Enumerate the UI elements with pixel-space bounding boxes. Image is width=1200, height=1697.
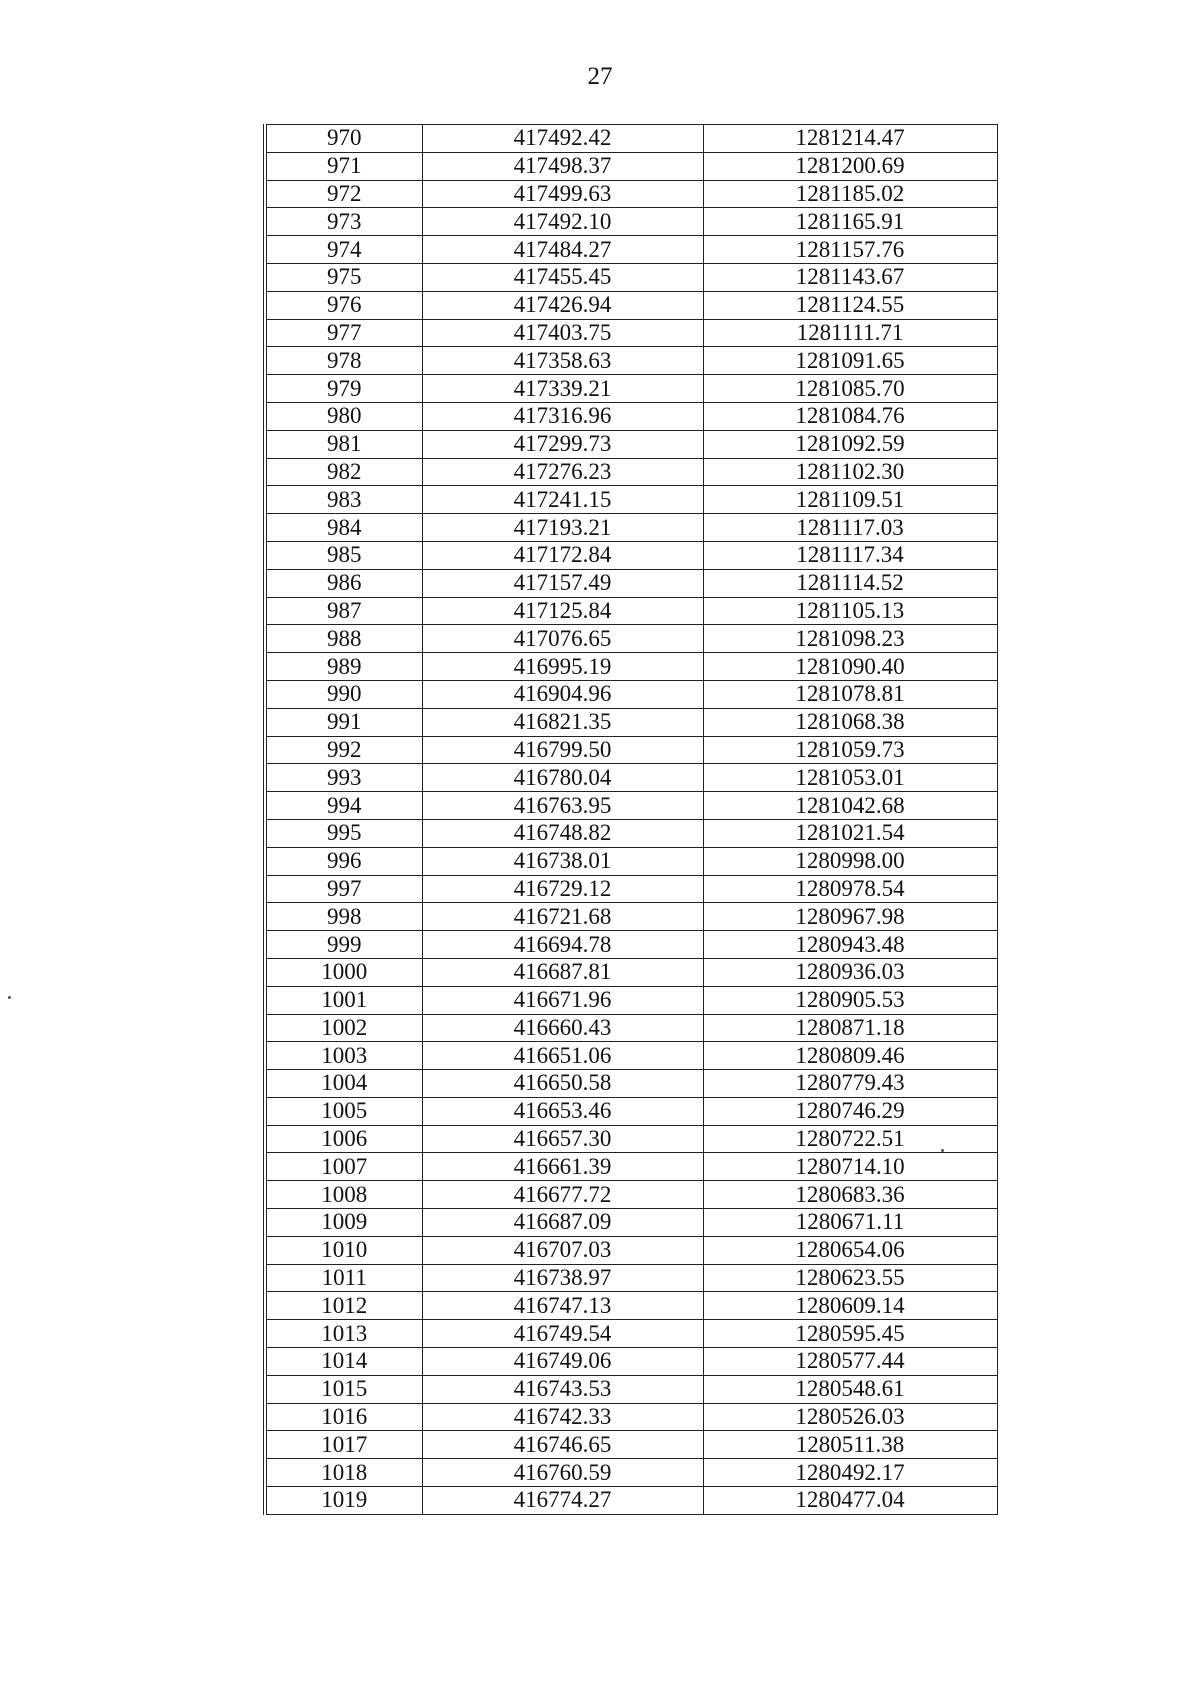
x-coordinate-cell: 416743.53	[422, 1375, 703, 1403]
x-coordinate-cell: 417172.84	[422, 541, 703, 569]
table-row	[265, 541, 997, 569]
table-row	[265, 1181, 997, 1209]
point-number-cell: 987	[265, 597, 422, 625]
x-coordinate-cell: 417241.15	[422, 486, 703, 514]
point-number-cell: 991	[265, 708, 422, 736]
x-coordinate-cell: 417403.75	[422, 319, 703, 347]
x-coordinate-cell: 416760.59	[422, 1459, 703, 1487]
y-coordinate-cell: 1281105.13	[703, 597, 997, 625]
point-number-cell: 988	[265, 625, 422, 653]
x-coordinate-cell: 416729.12	[422, 875, 703, 903]
x-coordinate-cell: 417193.21	[422, 514, 703, 542]
x-coordinate-cell: 416660.43	[422, 1014, 703, 1042]
table-row	[265, 653, 997, 681]
point-number-cell: 998	[265, 903, 422, 931]
y-coordinate-cell: 1281102.30	[703, 458, 997, 486]
y-coordinate-cell: 1281084.76	[703, 402, 997, 430]
point-number-cell: 984	[265, 514, 422, 542]
scan-speck	[8, 996, 11, 999]
y-coordinate-cell: 1280722.51	[703, 1125, 997, 1153]
table-row	[265, 1320, 997, 1348]
table-row	[265, 931, 997, 959]
table-row	[265, 458, 997, 486]
x-coordinate-cell: 416738.97	[422, 1264, 703, 1292]
point-number-cell: 994	[265, 792, 422, 820]
table-row	[265, 1125, 997, 1153]
x-coordinate-cell: 417498.37	[422, 152, 703, 180]
x-coordinate-cell: 417276.23	[422, 458, 703, 486]
table-row	[265, 903, 997, 931]
table-row	[265, 236, 997, 264]
table-row	[265, 319, 997, 347]
y-coordinate-cell: 1281124.55	[703, 291, 997, 319]
table-row	[265, 430, 997, 458]
x-coordinate-cell: 416747.13	[422, 1292, 703, 1320]
y-coordinate-cell: 1280998.00	[703, 847, 997, 875]
y-coordinate-cell: 1281078.81	[703, 680, 997, 708]
point-number-cell: 1000	[265, 958, 422, 986]
table-row	[265, 1209, 997, 1237]
point-number-cell: 1019	[265, 1487, 422, 1515]
point-number-cell: 1016	[265, 1403, 422, 1431]
x-coordinate-cell: 416677.72	[422, 1181, 703, 1209]
table-row	[265, 263, 997, 291]
table-row	[265, 680, 997, 708]
point-number-cell: 982	[265, 458, 422, 486]
point-number-cell: 997	[265, 875, 422, 903]
point-number-cell: 1011	[265, 1264, 422, 1292]
point-number-cell: 992	[265, 736, 422, 764]
point-number-cell: 1018	[265, 1459, 422, 1487]
table-row	[265, 597, 997, 625]
y-coordinate-cell: 1280905.53	[703, 986, 997, 1014]
table-row	[265, 125, 997, 153]
y-coordinate-cell: 1280978.54	[703, 875, 997, 903]
point-number-cell: 1010	[265, 1236, 422, 1264]
point-number-cell: 1007	[265, 1153, 422, 1181]
x-coordinate-cell: 416687.09	[422, 1209, 703, 1237]
x-coordinate-cell: 417316.96	[422, 402, 703, 430]
x-coordinate-cell: 416661.39	[422, 1153, 703, 1181]
table-row	[265, 180, 997, 208]
y-coordinate-cell: 1281091.65	[703, 347, 997, 375]
y-coordinate-cell: 1281157.76	[703, 236, 997, 264]
y-coordinate-cell: 1280623.55	[703, 1264, 997, 1292]
point-number-cell: 977	[265, 319, 422, 347]
y-coordinate-cell: 1280746.29	[703, 1097, 997, 1125]
x-coordinate-cell: 416774.27	[422, 1487, 703, 1515]
y-coordinate-cell: 1280936.03	[703, 958, 997, 986]
point-number-cell: 1015	[265, 1375, 422, 1403]
y-coordinate-cell: 1281165.91	[703, 208, 997, 236]
table-row	[265, 152, 997, 180]
table-row	[265, 569, 997, 597]
y-coordinate-cell: 1281114.52	[703, 569, 997, 597]
table-row	[265, 375, 997, 403]
x-coordinate-cell: 417299.73	[422, 430, 703, 458]
y-coordinate-cell: 1280967.98	[703, 903, 997, 931]
point-number-cell: 970	[265, 125, 422, 153]
y-coordinate-cell: 1280548.61	[703, 1375, 997, 1403]
point-number-cell: 971	[265, 152, 422, 180]
y-coordinate-cell: 1281143.67	[703, 263, 997, 291]
point-number-cell: 1006	[265, 1125, 422, 1153]
y-coordinate-cell: 1281042.68	[703, 792, 997, 820]
y-coordinate-cell: 1280654.06	[703, 1236, 997, 1264]
point-number-cell: 986	[265, 569, 422, 597]
x-coordinate-cell: 416821.35	[422, 708, 703, 736]
x-coordinate-cell: 416653.46	[422, 1097, 703, 1125]
table-row	[265, 875, 997, 903]
table-row	[265, 847, 997, 875]
y-coordinate-cell: 1281085.70	[703, 375, 997, 403]
y-coordinate-cell: 1280511.38	[703, 1431, 997, 1459]
x-coordinate-cell: 416995.19	[422, 653, 703, 681]
point-number-cell: 999	[265, 931, 422, 959]
table-row	[265, 1097, 997, 1125]
x-coordinate-cell: 417339.21	[422, 375, 703, 403]
point-number-cell: 993	[265, 764, 422, 792]
table-row	[265, 1153, 997, 1181]
x-coordinate-cell: 417157.49	[422, 569, 703, 597]
x-coordinate-cell: 417358.63	[422, 347, 703, 375]
point-number-cell: 1003	[265, 1042, 422, 1070]
scan-speck	[941, 1149, 944, 1152]
table-row	[265, 402, 997, 430]
point-number-cell: 975	[265, 263, 422, 291]
table-row	[265, 486, 997, 514]
x-coordinate-cell: 416799.50	[422, 736, 703, 764]
y-coordinate-cell: 1280477.04	[703, 1487, 997, 1515]
x-coordinate-cell: 417492.42	[422, 125, 703, 153]
point-number-cell: 1005	[265, 1097, 422, 1125]
table-row	[265, 1042, 997, 1070]
x-coordinate-cell: 417125.84	[422, 597, 703, 625]
x-coordinate-cell: 416746.65	[422, 1431, 703, 1459]
table-row	[265, 986, 997, 1014]
table-row	[265, 792, 997, 820]
y-coordinate-cell: 1281021.54	[703, 819, 997, 847]
point-number-cell: 973	[265, 208, 422, 236]
table-row	[265, 1070, 997, 1098]
y-coordinate-cell: 1281117.34	[703, 541, 997, 569]
table-row	[265, 1403, 997, 1431]
y-coordinate-cell: 1281109.51	[703, 486, 997, 514]
x-coordinate-cell: 417426.94	[422, 291, 703, 319]
table-row	[265, 1348, 997, 1376]
table-row	[265, 736, 997, 764]
y-coordinate-cell: 1280779.43	[703, 1070, 997, 1098]
y-coordinate-cell: 1280671.11	[703, 1209, 997, 1237]
y-coordinate-cell: 1281092.59	[703, 430, 997, 458]
x-coordinate-cell: 416721.68	[422, 903, 703, 931]
coordinates-table	[263, 124, 998, 1515]
table-row	[265, 819, 997, 847]
y-coordinate-cell: 1280526.03	[703, 1403, 997, 1431]
y-coordinate-cell: 1281059.73	[703, 736, 997, 764]
point-number-cell: 976	[265, 291, 422, 319]
x-coordinate-cell: 416694.78	[422, 931, 703, 959]
table-row	[265, 1264, 997, 1292]
table-row	[265, 291, 997, 319]
coordinates-table-body	[265, 125, 997, 1515]
x-coordinate-cell: 416763.95	[422, 792, 703, 820]
point-number-cell: 990	[265, 680, 422, 708]
y-coordinate-cell: 1281185.02	[703, 180, 997, 208]
y-coordinate-cell: 1280943.48	[703, 931, 997, 959]
table-row	[265, 347, 997, 375]
x-coordinate-cell: 416780.04	[422, 764, 703, 792]
x-coordinate-cell: 416671.96	[422, 986, 703, 1014]
point-number-cell: 996	[265, 847, 422, 875]
table-row	[265, 1375, 997, 1403]
table-row	[265, 208, 997, 236]
table-row	[265, 708, 997, 736]
x-coordinate-cell: 416657.30	[422, 1125, 703, 1153]
x-coordinate-cell: 416742.33	[422, 1403, 703, 1431]
point-number-cell: 985	[265, 541, 422, 569]
y-coordinate-cell: 1280809.46	[703, 1042, 997, 1070]
x-coordinate-cell: 416707.03	[422, 1236, 703, 1264]
page-number: 27	[587, 63, 613, 90]
y-coordinate-cell: 1280609.14	[703, 1292, 997, 1320]
point-number-cell: 995	[265, 819, 422, 847]
x-coordinate-cell: 417499.63	[422, 180, 703, 208]
point-number-cell: 1008	[265, 1181, 422, 1209]
y-coordinate-cell: 1280595.45	[703, 1320, 997, 1348]
x-coordinate-cell: 416748.82	[422, 819, 703, 847]
point-number-cell: 1001	[265, 986, 422, 1014]
point-number-cell: 1014	[265, 1348, 422, 1376]
x-coordinate-cell: 416687.81	[422, 958, 703, 986]
x-coordinate-cell: 416738.01	[422, 847, 703, 875]
point-number-cell: 978	[265, 347, 422, 375]
x-coordinate-cell: 416749.06	[422, 1348, 703, 1376]
y-coordinate-cell: 1281214.47	[703, 125, 997, 153]
x-coordinate-cell: 416904.96	[422, 680, 703, 708]
point-number-cell: 979	[265, 375, 422, 403]
point-number-cell: 983	[265, 486, 422, 514]
y-coordinate-cell: 1280871.18	[703, 1014, 997, 1042]
y-coordinate-cell: 1281111.71	[703, 319, 997, 347]
point-number-cell: 1009	[265, 1209, 422, 1237]
x-coordinate-cell: 417076.65	[422, 625, 703, 653]
y-coordinate-cell: 1281117.03	[703, 514, 997, 542]
table-row	[265, 625, 997, 653]
point-number-cell: 972	[265, 180, 422, 208]
table-row	[265, 958, 997, 986]
point-number-cell: 1004	[265, 1070, 422, 1098]
table-row	[265, 764, 997, 792]
point-number-cell: 989	[265, 653, 422, 681]
x-coordinate-cell: 417492.10	[422, 208, 703, 236]
y-coordinate-cell: 1280714.10	[703, 1153, 997, 1181]
table-row	[265, 1236, 997, 1264]
point-number-cell: 980	[265, 402, 422, 430]
y-coordinate-cell: 1281090.40	[703, 653, 997, 681]
table-row	[265, 1487, 997, 1515]
y-coordinate-cell: 1281200.69	[703, 152, 997, 180]
point-number-cell: 1013	[265, 1320, 422, 1348]
table-row	[265, 1431, 997, 1459]
y-coordinate-cell: 1281098.23	[703, 625, 997, 653]
point-number-cell: 1012	[265, 1292, 422, 1320]
table-row	[265, 1459, 997, 1487]
y-coordinate-cell: 1280577.44	[703, 1348, 997, 1376]
y-coordinate-cell: 1280683.36	[703, 1181, 997, 1209]
x-coordinate-cell: 416749.54	[422, 1320, 703, 1348]
table-row	[265, 1014, 997, 1042]
y-coordinate-cell: 1280492.17	[703, 1459, 997, 1487]
x-coordinate-cell: 416651.06	[422, 1042, 703, 1070]
point-number-cell: 981	[265, 430, 422, 458]
y-coordinate-cell: 1281068.38	[703, 708, 997, 736]
table-row	[265, 1292, 997, 1320]
x-coordinate-cell: 417455.45	[422, 263, 703, 291]
point-number-cell: 1017	[265, 1431, 422, 1459]
y-coordinate-cell: 1281053.01	[703, 764, 997, 792]
point-number-cell: 1002	[265, 1014, 422, 1042]
x-coordinate-cell: 416650.58	[422, 1070, 703, 1098]
point-number-cell: 974	[265, 236, 422, 264]
table-row	[265, 514, 997, 542]
x-coordinate-cell: 417484.27	[422, 236, 703, 264]
